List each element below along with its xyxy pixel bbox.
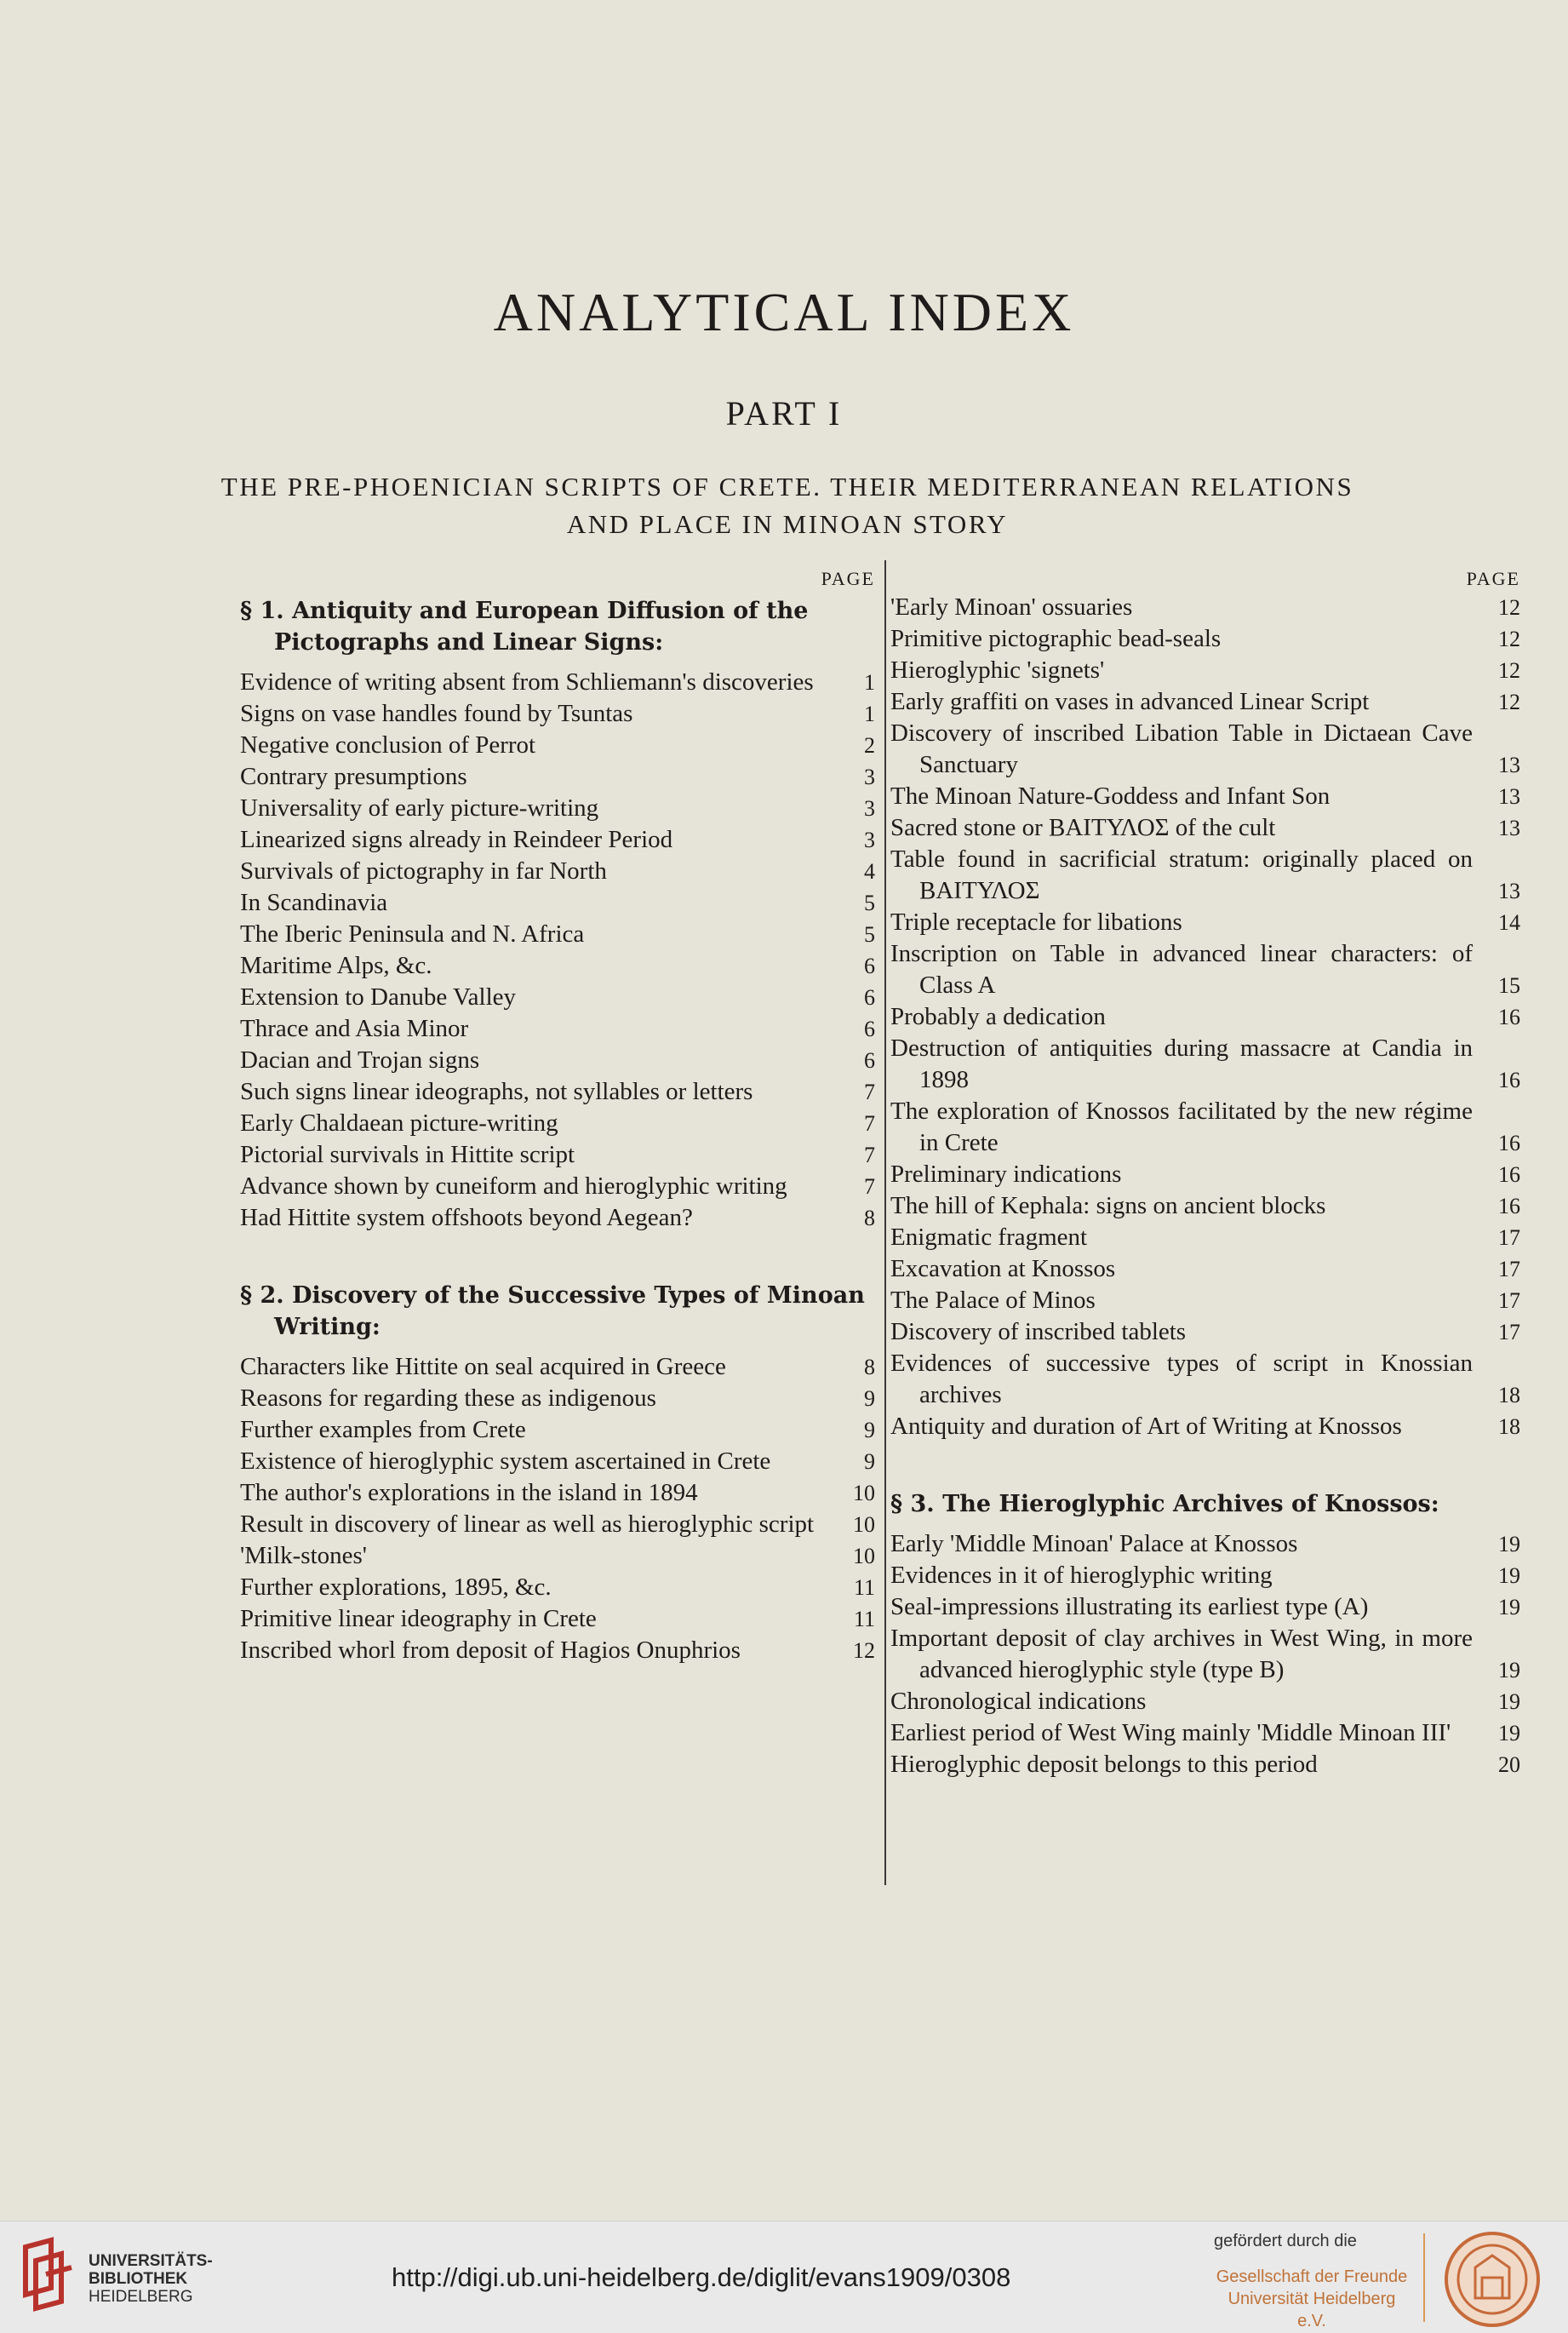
index-entry-text: Sacred stone or ΒΑΙΤΥΛΟΣ of the cult (890, 814, 1276, 841)
index-entry-text: Destruction of antiquities during massacre at Candia in 1898 (890, 1035, 1473, 1093)
index-entry-page: 4 (864, 859, 875, 884)
index-entry-text: Hieroglyphic deposit belongs to this period (890, 1751, 1318, 1778)
index-entry (240, 1603, 875, 1635)
index-entry-page: 20 (1498, 1752, 1520, 1777)
index-entry (240, 1202, 875, 1234)
index-entry-page: 19 (1498, 1658, 1520, 1682)
index-entry-page: 17 (1498, 1288, 1520, 1313)
page-column-header: PAGE (821, 568, 875, 589)
section-2-continued-entries (890, 592, 1520, 1442)
index-entry-text: Dacian and Trojan signs (240, 1046, 480, 1074)
index-entry (240, 667, 875, 698)
index-entry (890, 1623, 1520, 1686)
index-entry (890, 655, 1520, 686)
index-entry (240, 1635, 875, 1666)
index-entry-page: 9 (864, 1449, 875, 1474)
index-entry-page: 3 (864, 828, 875, 852)
index-entry-text: Thrace and Asia Minor (240, 1015, 469, 1042)
index-entry (240, 730, 875, 761)
index-entry-page: 5 (864, 922, 875, 947)
index-entry-page: 6 (864, 985, 875, 1010)
index-entry-text: Universality of early picture-writing (240, 794, 599, 822)
index-entry (890, 1717, 1520, 1749)
index-entry (240, 1171, 875, 1202)
index-entry-page: 19 (1498, 1563, 1520, 1588)
index-entry-page: 12 (1498, 690, 1520, 714)
index-entry-text: Primitive linear ideography in Crete (240, 1605, 597, 1632)
index-entry-text: Probably a dedication (890, 1003, 1106, 1030)
index-entry (890, 844, 1520, 907)
index-entry-text: Enigmatic fragment (890, 1224, 1088, 1251)
section-heading-3: § 3. The Hieroglyphic Archives of Knossos: (890, 1491, 1439, 1517)
index-entry (890, 1159, 1520, 1190)
index-entry (240, 1477, 875, 1509)
index-entry-text: Further examples from Crete (240, 1416, 526, 1443)
index-entry (240, 982, 875, 1013)
index-entry-page: 19 (1498, 1595, 1520, 1619)
index-entry (240, 1509, 875, 1540)
index-entry-text: The Minoan Nature-Goddess and Infant Son (890, 782, 1331, 810)
index-entry-page: 12 (1498, 658, 1520, 683)
index-entry-text: Important deposit of clay archives in West Wing, in more advanced hieroglyphic style (type B) (890, 1625, 1473, 1683)
index-entry-page: 13 (1498, 753, 1520, 777)
index-entry (890, 812, 1520, 844)
index-entry-text: Contrary presumptions (240, 763, 467, 790)
index-entry-text: Inscription on Table in advanced linear characters: of Class A (890, 940, 1473, 999)
index-entry-text: The author's explorations in the island in 1894 (240, 1479, 698, 1506)
index-entry (890, 592, 1520, 623)
index-entry (890, 781, 1520, 812)
index-entry (890, 907, 1520, 938)
index-entry-text: Result in discovery of linear as well as hieroglyphic script (240, 1510, 815, 1538)
left-column (240, 566, 875, 1666)
index-entry (890, 1222, 1520, 1253)
index-entry (240, 950, 875, 982)
index-entry-page: 17 (1498, 1225, 1520, 1250)
index-entry-page: 13 (1498, 879, 1520, 903)
index-entry-page: 1 (864, 702, 875, 726)
index-entry (890, 1253, 1520, 1285)
index-entry-text: Advance shown by cuneiform and hieroglyphic writing (240, 1172, 787, 1200)
index-entry-text: Early graffiti on vases in advanced Linear Script (890, 688, 1370, 715)
index-entry (890, 1591, 1520, 1623)
index-entry (240, 761, 875, 793)
library-book-icon[interactable] (17, 2237, 78, 2315)
index-entry-page: 16 (1498, 1068, 1520, 1092)
index-entry-page: 7 (864, 1111, 875, 1136)
page-column-header: PAGE (1466, 568, 1520, 589)
index-entry-text: Further explorations, 1895, &c. (240, 1573, 552, 1601)
index-entry-page: 10 (853, 1481, 875, 1505)
sponsor-divider (1423, 2233, 1425, 2322)
index-entry-text: 'Milk-stones' (240, 1542, 368, 1569)
index-entry-page: 16 (1498, 1131, 1520, 1155)
index-entry (890, 1001, 1520, 1033)
index-entry-page: 6 (864, 954, 875, 978)
index-entry (240, 698, 875, 730)
right-column (890, 566, 1520, 1780)
index-entry-text: Evidence of writing absent from Schliemann's discoveries (240, 668, 814, 696)
index-entry (240, 793, 875, 824)
index-entry-text: Evidences of successive types of script in Knossian archives (890, 1350, 1473, 1408)
section-1-entries (240, 667, 875, 1234)
index-entry-text: Chronological indications (890, 1688, 1147, 1715)
index-entry (240, 1446, 875, 1477)
index-entry (240, 887, 875, 919)
index-entry-page: 14 (1498, 910, 1520, 935)
index-entry-text: Hieroglyphic 'signets' (890, 656, 1105, 684)
column-divider (884, 560, 886, 1885)
index-entry-text: Discovery of inscribed Libation Table in Dictaean Cave Sanctuary (890, 719, 1473, 778)
index-entry-page: 9 (864, 1418, 875, 1442)
index-entry-text: Primitive pictographic bead-seals (890, 625, 1222, 652)
index-entry-page: 3 (864, 796, 875, 821)
index-entry (890, 1528, 1520, 1560)
index-entry-page: 17 (1498, 1320, 1520, 1344)
index-entry (240, 1414, 875, 1446)
index-entry-page: 10 (853, 1544, 875, 1568)
university-seal-icon[interactable] (1443, 2230, 1542, 2329)
index-entry-page: 9 (864, 1386, 875, 1411)
index-entry-text: The Iberic Peninsula and N. Africa (240, 920, 585, 948)
index-entry (240, 856, 875, 887)
index-entry-page: 7 (864, 1143, 875, 1167)
index-entry (240, 1572, 875, 1603)
index-entry-text: Discovery of inscribed tablets (890, 1318, 1187, 1345)
index-entry-text: Signs on vase handles found by Tsuntas (240, 700, 633, 727)
index-entry (890, 1316, 1520, 1348)
section-heading-1: § 1. Antiquity and European Diffusion of the Pictographs and Linear Signs: (240, 598, 809, 656)
index-entry-text: Earliest period of West Wing mainly 'Middle Minoan III' (890, 1719, 1451, 1746)
index-entry (890, 1285, 1520, 1316)
index-entry-text: Pictorial survivals in Hittite script (240, 1141, 575, 1168)
index-entry-text: Excavation at Knossos (890, 1255, 1116, 1282)
index-entry-page: 13 (1498, 784, 1520, 809)
index-entry (890, 1096, 1520, 1159)
index-entry-text: Seal-impressions illustrating its earliest type (A) (890, 1593, 1369, 1620)
index-entry-page: 1 (864, 670, 875, 695)
index-entry-text: Antiquity and duration of Art of Writing at Knossos (890, 1413, 1402, 1440)
index-entry (240, 1139, 875, 1171)
index-entry (240, 919, 875, 950)
index-entry-text: Extension to Danube Valley (240, 983, 517, 1011)
index-entry-text: In Scandinavia (240, 889, 388, 916)
index-entry-page: 6 (864, 1048, 875, 1073)
index-entry-text: Evidences in it of hieroglyphic writing (890, 1562, 1273, 1589)
footer-bar (0, 2221, 1568, 2333)
index-entry-page: 18 (1498, 1383, 1520, 1407)
index-entry (240, 1076, 875, 1108)
index-entry-text: Survivals of pictography in far North (240, 857, 607, 885)
index-entry-text: Inscribed whorl from deposit of Hagios Onuphrios (240, 1637, 741, 1664)
index-entry (240, 1108, 875, 1139)
index-entry-page: 19 (1498, 1689, 1520, 1714)
index-entry-page: 16 (1498, 1162, 1520, 1187)
library-name[interactable]: UNIVERSITÄTS- BIBLIOTHEK HEIDELBERG (89, 2252, 213, 2306)
section-3-entries (890, 1528, 1520, 1780)
index-entry-text: Triple receptacle for libations (890, 909, 1182, 936)
index-entry (240, 1045, 875, 1076)
index-entry-text: The hill of Kephala: signs on ancient blocks (890, 1192, 1326, 1219)
section-heading-2: § 2. Discovery of the Successive Types of Minoan Writing: (240, 1282, 865, 1340)
index-entry (890, 938, 1520, 1001)
index-entry-text: The exploration of Knossos facilitated by the new régime in Crete (890, 1098, 1473, 1156)
index-entry-text: Characters like Hittite on seal acquired in Greece (240, 1353, 726, 1380)
index-entry (240, 1351, 875, 1383)
index-entry-text: Preliminary indications (890, 1161, 1122, 1188)
index-entry (890, 623, 1520, 655)
index-entry-page: 6 (864, 1017, 875, 1041)
index-entry-text: Maritime Alps, &c. (240, 952, 432, 979)
index-entry (240, 1540, 875, 1572)
index-entry (890, 718, 1520, 781)
index-entry-page: 17 (1498, 1257, 1520, 1281)
index-entry-page: 7 (864, 1174, 875, 1199)
index-entry-page: 11 (853, 1575, 875, 1600)
index-entry-text: Early Chaldaean picture-writing (240, 1109, 558, 1137)
index-entry (240, 824, 875, 856)
part-subtitle: THE PRE-PHOENICIAN SCRIPTS OF CRETE. THEIR MEDITERRANEAN RELATIONS AND PLACE IN MINOAN STORY (220, 472, 1354, 539)
permalink-url[interactable]: http://digi.ub.uni-heidelberg.de/diglit/evans1909/0308 (392, 2262, 1011, 2292)
sponsor-label: gefördert durch die (1214, 2232, 1357, 2250)
index-entry (890, 686, 1520, 718)
index-entry (890, 1686, 1520, 1717)
index-entry-page: 12 (1498, 595, 1520, 620)
part-title: PART I (725, 394, 843, 433)
index-entry-page: 16 (1498, 1194, 1520, 1218)
index-entry-page: 19 (1498, 1721, 1520, 1745)
index-entry-page: 15 (1498, 973, 1520, 998)
index-entry-page: 3 (864, 765, 875, 789)
index-entry (890, 1560, 1520, 1591)
sponsor-name[interactable]: Gesellschaft der Freunde Universität Heidelberg e.V. (1216, 2267, 1408, 2330)
index-entry (890, 1749, 1520, 1780)
index-entry (240, 1013, 875, 1045)
index-entry-text: Had Hittite system offshoots beyond Aegean? (240, 1204, 693, 1231)
index-entry-page: 11 (853, 1607, 875, 1631)
index-entry (890, 1033, 1520, 1096)
index-entry-page: 5 (864, 891, 875, 915)
index-entry-page: 8 (864, 1206, 875, 1230)
section-2-entries (240, 1351, 875, 1666)
index-entry-text: Reasons for regarding these as indigenous (240, 1384, 656, 1412)
index-entry (890, 1348, 1520, 1411)
index-entry-text: 'Early Minoan' ossuaries (890, 593, 1133, 621)
index-entry-page: 16 (1498, 1005, 1520, 1029)
index-entry-page: 12 (1498, 627, 1520, 651)
index-entry-text: Negative conclusion of Perrot (240, 731, 536, 759)
index-entry-page: 19 (1498, 1532, 1520, 1556)
index-entry-page: 18 (1498, 1414, 1520, 1439)
index-entry-text: Such signs linear ideographs, not syllables or letters (240, 1078, 753, 1105)
index-entry-page: 10 (853, 1512, 875, 1537)
index-entry-text: Linearized signs already in Reindeer Period (240, 826, 673, 853)
index-entry-page: 12 (853, 1638, 875, 1663)
index-entry-text: Table found in sacrificial stratum: originally placed on ΒΑΙΤΥΛΟΣ (890, 845, 1473, 904)
index-entry-page: 2 (864, 733, 875, 758)
index-entry-page: 8 (864, 1355, 875, 1379)
index-entry-page: 13 (1498, 816, 1520, 840)
index-entry-text: Existence of hieroglyphic system ascertained in Crete (240, 1447, 771, 1475)
index-entry-page: 7 (864, 1080, 875, 1104)
index-entry-text: Early 'Middle Minoan' Palace at Knossos (890, 1530, 1298, 1557)
index-entry (890, 1411, 1520, 1442)
index-entry (240, 1383, 875, 1414)
index-entry-text: The Palace of Minos (890, 1287, 1096, 1314)
index-entry (890, 1190, 1520, 1222)
page-title: ANALYTICAL INDEX (493, 282, 1075, 342)
